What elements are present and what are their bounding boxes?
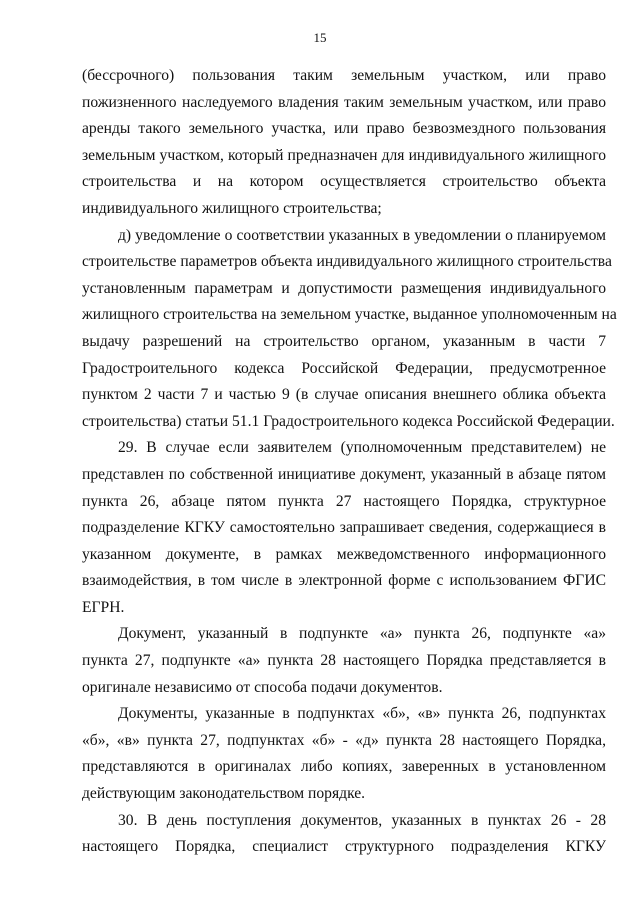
paragraph-document-original (82, 621, 606, 701)
text-line: настоящего Порядка, специалист структурного подразделения КГКУ (82, 838, 606, 856)
text-line: строительства) статьи 51.1 Градостроительного кодекса Российской Федерации. (82, 412, 615, 430)
text-line: пожизненного наследуемого владения таким земельным участком, или право (82, 93, 606, 111)
text-line: указанном документе, в рамках межведомственного информационного (82, 545, 606, 563)
text-line: взаимодействия, в том числе в электронной форме с использованием ФГИС (82, 572, 606, 590)
text-line: Документы, указанные в подпунктах «б», «в» пункта 26, подпунктах (118, 705, 606, 723)
paragraph-documents-copies (82, 701, 606, 807)
text-line: представляются в оригиналах либо копиях, заверенных в установленном (82, 758, 606, 776)
text-line: ЕГРН. (82, 598, 125, 616)
text-line: 30. В день поступления документов, указанных в пунктах 26 - 28 (118, 811, 606, 829)
paragraph-item-d (82, 223, 617, 436)
text-line: (бессрочного) пользования таким земельным участком, или право (82, 67, 606, 84)
paragraph-30 (82, 808, 606, 861)
page-number: 15 (313, 30, 327, 45)
text-line: д) уведомление о соответствии указанных в уведомлении о планируемом (118, 226, 606, 244)
text-line: представлен по собственной инициативе документ, указанный в абзаце пятом (82, 465, 606, 483)
text-line: аренды такого земельного участка, или право безвозмездного пользования (82, 120, 606, 138)
text-line: строительства и на котором осуществляется строительство объекта (82, 173, 606, 191)
text-line: Документ, указанный в подпункте «а» пункта 26, подпункте «а» (118, 625, 606, 643)
text-line: жилищного строительства на земельном участке, выданное уполномоченным на (82, 306, 617, 324)
text-line: пункта 26, абзаце пятом пункта 27 настоящего Порядка, структурное (82, 492, 606, 510)
text-line: индивидуального жилищного строительства; (82, 199, 382, 217)
paragraph-29 (82, 435, 606, 621)
text-line: 29. В случае если заявителем (уполномоченным представителем) не (118, 439, 606, 457)
document-body (82, 63, 617, 861)
text-line: «б», «в» пункта 27, подпунктах «б» - «д» пункта 28 настоящего Порядка, (82, 731, 606, 749)
text-line: строительстве параметров объекта индивидуального жилищного строительства (82, 253, 612, 271)
text-line: Градостроительного кодекса Российской Федерации, предусмотренное (82, 359, 606, 377)
text-line: выдачу разрешений на строительство органом, указанным в части 7 (82, 332, 606, 350)
text-line: земельным участком, который предназначен для индивидуального жилищного (82, 146, 606, 164)
text-line: подразделение КГКУ самостоятельно запрашивает сведения, содержащиеся в (82, 519, 606, 537)
text-line: действующим законодательством порядке. (82, 785, 366, 803)
text-line: пунктом 2 части 7 и частью 9 (в случае описания внешнего облика объекта (82, 386, 606, 404)
paragraph-continuation (82, 63, 606, 223)
text-line: оригинале независимо от способа подачи документов. (82, 678, 443, 696)
text-line: пункта 27, подпункте «а» пункта 28 настоящего Порядка представляется в (82, 652, 606, 670)
text-line: установленным параметрам и допустимости размещения индивидуального (82, 279, 606, 297)
